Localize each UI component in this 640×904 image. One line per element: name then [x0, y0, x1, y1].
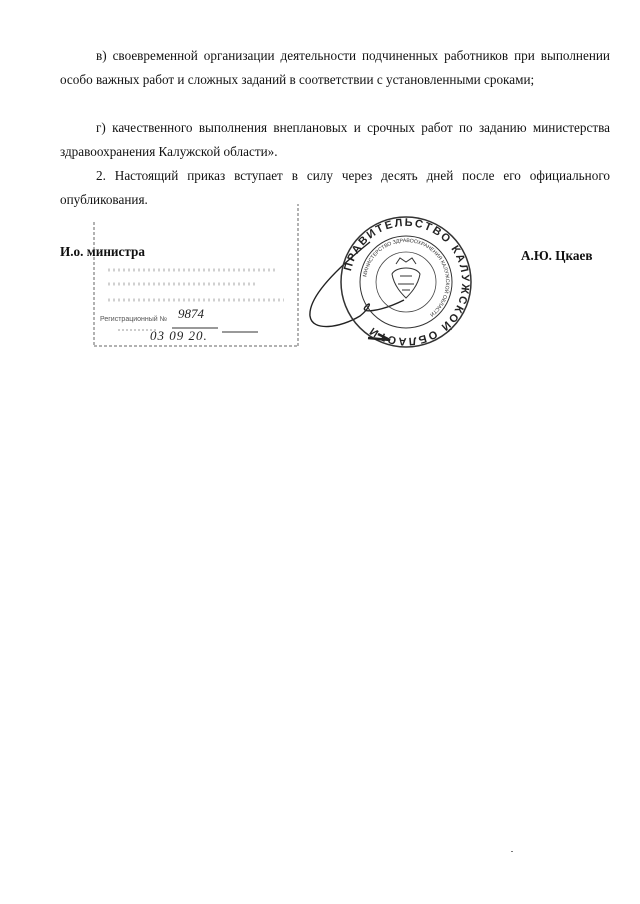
svg-text:МИНИСТЕРСТВО ЗДРАВООХРАНЕНИЯ К: МИНИСТЕРСТВО ЗДРАВООХРАНЕНИЯ КАЛУЖСКОЙ ОБЛАСТИ — [362, 237, 451, 318]
paragraph-item-g: г) качественного выполнения внеплановых и срочных работ по заданию министерства здравоохранения Калужской области». — [60, 120, 610, 159]
signatory-role: И.о. министра — [60, 244, 145, 259]
registration-stamp — [88, 200, 300, 348]
paragraph-clause-2: 2. Настоящий приказ вступает в силу через десять дней после его официального опубликования. — [60, 168, 610, 207]
scan-speck — [511, 851, 513, 852]
official-seal — [338, 214, 474, 350]
paragraph-item-v: в) своевременной организации деятельности подчиненных работников при выполнении особо важных работ и сложных заданий в соответствии с установленными сроками; — [60, 48, 610, 87]
registration-date: 03 09 20. — [150, 328, 208, 343]
registration-number: 9874 — [178, 306, 204, 321]
svg-text:ПРАВИТЕЛЬСТВО КАЛУЖСКОЙ ОБЛАСТ: ПРАВИТЕЛЬСТВО КАЛУЖСКОЙ ОБЛАСТИ — [342, 216, 472, 348]
signatory-name: А.Ю. Цкаев — [521, 248, 593, 263]
registration-label: Регистрационный № — [100, 316, 168, 323]
